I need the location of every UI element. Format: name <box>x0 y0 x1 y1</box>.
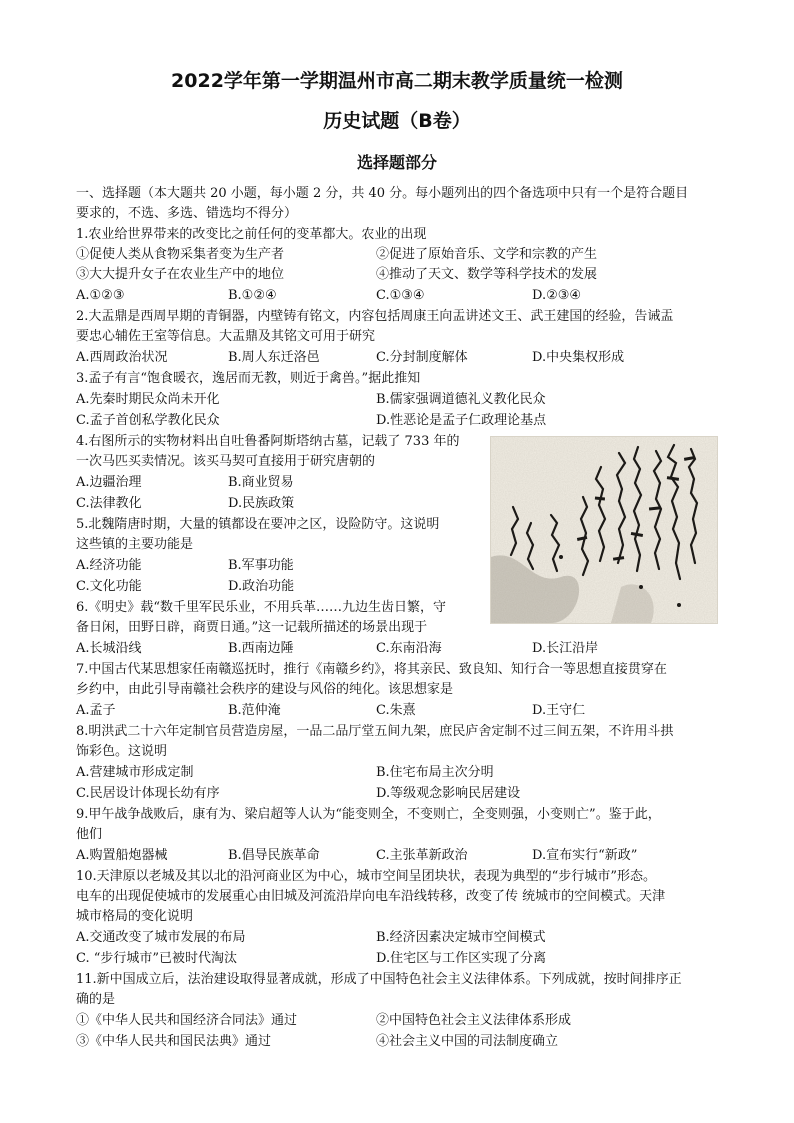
statement-item: ②促进了原始音乐、文学和宗教的产生 <box>376 247 598 262</box>
question-stem: 电车的出现促使城市的发展重心由旧城及河流沿岸向电车沿线转移，改变了传 统城市的空间模式。天津 <box>76 889 666 904</box>
statement-row <box>76 1032 726 1052</box>
choice-d: D.性恶论是孟子仁政理论基点 <box>376 413 547 428</box>
choice-d: D.②③④ <box>532 288 582 303</box>
statement-item: ③大大提升女子在农业生产中的地位 <box>76 267 285 282</box>
question-stem: 9.甲午战争战败后，康有为、梁启超等人认为“能变则全，不变则亡，全变则强，小变则亡”。鉴于此， <box>76 807 661 822</box>
choice-row <box>76 701 726 721</box>
question-stem: 2.大盂鼎是西周早期的青铜器，内壁铸有铭文，内容包括周康王向盂讲述文王、武王建国的经验，告诫盂 <box>76 309 674 324</box>
statement-item: ①《中华人民共和国经济合同法》通过 <box>76 1013 298 1028</box>
statement-row <box>76 1011 726 1031</box>
choice-c: C.朱熹 <box>376 703 416 718</box>
question-stem: 一次马匹买卖情况。该买马契可直接用于研究唐朝的 <box>76 454 376 469</box>
choice-b: B.商业贸易 <box>228 475 294 490</box>
choice-d: D.等级观念影响民居建设 <box>376 786 521 801</box>
choice-c: C. “步行城市”已被时代淘汰 <box>76 951 238 966</box>
choice-row <box>76 577 476 597</box>
choice-d: D.宣布实行“新政” <box>532 848 638 863</box>
question-stem: 4.右图所示的实物材料出自吐鲁番阿斯塔纳古墓，记载了 733 年的 <box>76 434 460 449</box>
question-stem: 确的是 <box>76 992 116 1007</box>
choice-d: D.长江沿岸 <box>532 641 599 656</box>
choice-b: B.军事功能 <box>228 558 294 573</box>
question-stem: 城市格局的变化说明 <box>76 909 194 924</box>
choice-b: B.范仲淹 <box>228 703 281 718</box>
horse-contract-photo <box>490 436 718 624</box>
question-stem: 11.新中国成立后，法治建设取得显著成就，形成了中国特色社会主义法律体系。下列成就，按时间排序正 <box>76 972 682 987</box>
question-stem: 6.《明史》载“数千里军民乐业，不用兵革……九边生齿日繁，守 <box>76 600 447 615</box>
exam-title: 2022学年第一学期温州市高二期末教学质量统一检测 <box>171 70 623 92</box>
choice-c: C.①③④ <box>376 288 425 303</box>
choice-a: A.①②③ <box>76 288 125 303</box>
choice-row <box>76 286 726 306</box>
choice-b: B.经济因素决定城市空间模式 <box>376 930 546 945</box>
choice-a: A.边疆治理 <box>76 475 142 490</box>
choice-c: C.分封制度解体 <box>376 350 468 365</box>
question-stem: 3.孟子有言“饱食暖衣，逸居而无教，则近于禽兽。”据此推知 <box>76 371 421 386</box>
choice-a: A.西周政治状况 <box>76 350 168 365</box>
choice-a: A.长城沿线 <box>76 641 142 656</box>
choice-row <box>76 928 726 948</box>
choice-a: A.购置船炮器械 <box>76 848 168 863</box>
choice-d: D.政治功能 <box>228 579 295 594</box>
choice-a: A.先秦时期民众尚未开化 <box>76 392 220 407</box>
question-stem: 要忠心辅佐王室等信息。大盂鼎及其铭文可用于研究 <box>76 329 376 344</box>
statement-row <box>76 265 726 285</box>
question-stem: 乡约中，由此引导南赣社会秩序的建设与风俗的纯化。该思想家是 <box>76 682 454 697</box>
instructions-line: 要求的，不选、多选、错选均不得分） <box>76 206 298 221</box>
choice-row <box>76 639 726 659</box>
choice-d: D.住宅区与工作区实现了分离 <box>376 951 547 966</box>
statement-item: ②中国特色社会主义法律体系形成 <box>376 1013 572 1028</box>
question-stem: 8.明洪武二十六年定制官员营造房屋，一品二品厅堂五间九架，庶民庐舍定制不过三间五架，不许用斗拱 <box>76 724 674 739</box>
choice-b: B.倡导民族革命 <box>228 848 320 863</box>
choice-b: B.①②④ <box>228 288 277 303</box>
question-stem: 7.中国古代某思想家任南赣巡抚时，推行《南赣乡约》，将其亲民、致良知、知行合一等思想直接贯穿在 <box>76 662 667 677</box>
statement-row <box>76 245 726 265</box>
choice-a: A.经济功能 <box>76 558 142 573</box>
choice-row <box>76 846 726 866</box>
choice-b: B.西南边陲 <box>228 641 294 656</box>
question-stem: 他们 <box>76 827 103 842</box>
section-heading: 选择题部分 <box>356 153 437 172</box>
choice-c: C.民居设计体现长幼有序 <box>76 786 220 801</box>
choice-c: C.法律教化 <box>76 496 142 511</box>
question-stem: 10.天津原以老城及其以北的沿河商业区为中心，城市空间呈团块状，表现为典型的“步行城市”形态。 <box>76 869 656 884</box>
question-stem: 饰彩色。这说明 <box>76 744 168 759</box>
question-stem: 1.农业给世界带来的改变比之前任何的变革都大。农业的出现 <box>76 227 427 242</box>
choice-row <box>76 556 476 576</box>
choice-d: D.中央集权形成 <box>532 350 625 365</box>
choice-b: B.住宅布局主次分明 <box>376 765 494 780</box>
choice-row <box>76 348 726 368</box>
choice-row <box>76 949 726 969</box>
choice-row <box>76 473 476 493</box>
statement-item: ④社会主义中国的司法制度确立 <box>376 1034 559 1049</box>
manuscript-image <box>491 437 717 623</box>
choice-row <box>76 763 726 783</box>
choice-a: A.孟子 <box>76 703 116 718</box>
choice-a: A.交通改变了城市发展的布局 <box>76 930 246 945</box>
choice-c: C.孟子首创私学教化民众 <box>76 413 220 428</box>
choice-c: C.东南沿海 <box>376 641 442 656</box>
choice-a: A.营建城市形成定制 <box>76 765 194 780</box>
choice-c: C.主张革新政治 <box>376 848 468 863</box>
choice-row <box>76 390 726 410</box>
choice-row <box>76 784 726 804</box>
instructions-line: 一、选择题（本大题共 20 小题，每小题 2 分，共 40 分。每小题列出的四个备选项中只有一个是符合题目 <box>76 186 689 201</box>
statement-item: ③《中华人民共和国民法典》通过 <box>76 1034 272 1049</box>
exam-subtitle: 历史试题（B卷） <box>323 110 471 132</box>
question-stem: 这些镇的主要功能是 <box>76 537 194 552</box>
choice-row <box>76 411 726 431</box>
question-stem: 5.北魏隋唐时期，大量的镇都设在要冲之区，设险防守。这说明 <box>76 517 440 532</box>
question-stem: 备日闲，田野日辟，商贾日通。”这一记载所描述的场景出现于 <box>76 620 428 635</box>
choice-d: D.民族政策 <box>228 496 295 511</box>
choice-b: B.儒家强调道德礼义教化民众 <box>376 392 546 407</box>
choice-c: C.文化功能 <box>76 579 142 594</box>
statement-item: ④推动了天文、数学等科学技术的发展 <box>376 267 598 282</box>
statement-item: ①促使人类从食物采集者变为生产者 <box>76 247 285 262</box>
choice-row <box>76 494 476 514</box>
choice-d: D.王守仁 <box>532 703 586 718</box>
choice-b: B.周人东迁洛邑 <box>228 350 320 365</box>
